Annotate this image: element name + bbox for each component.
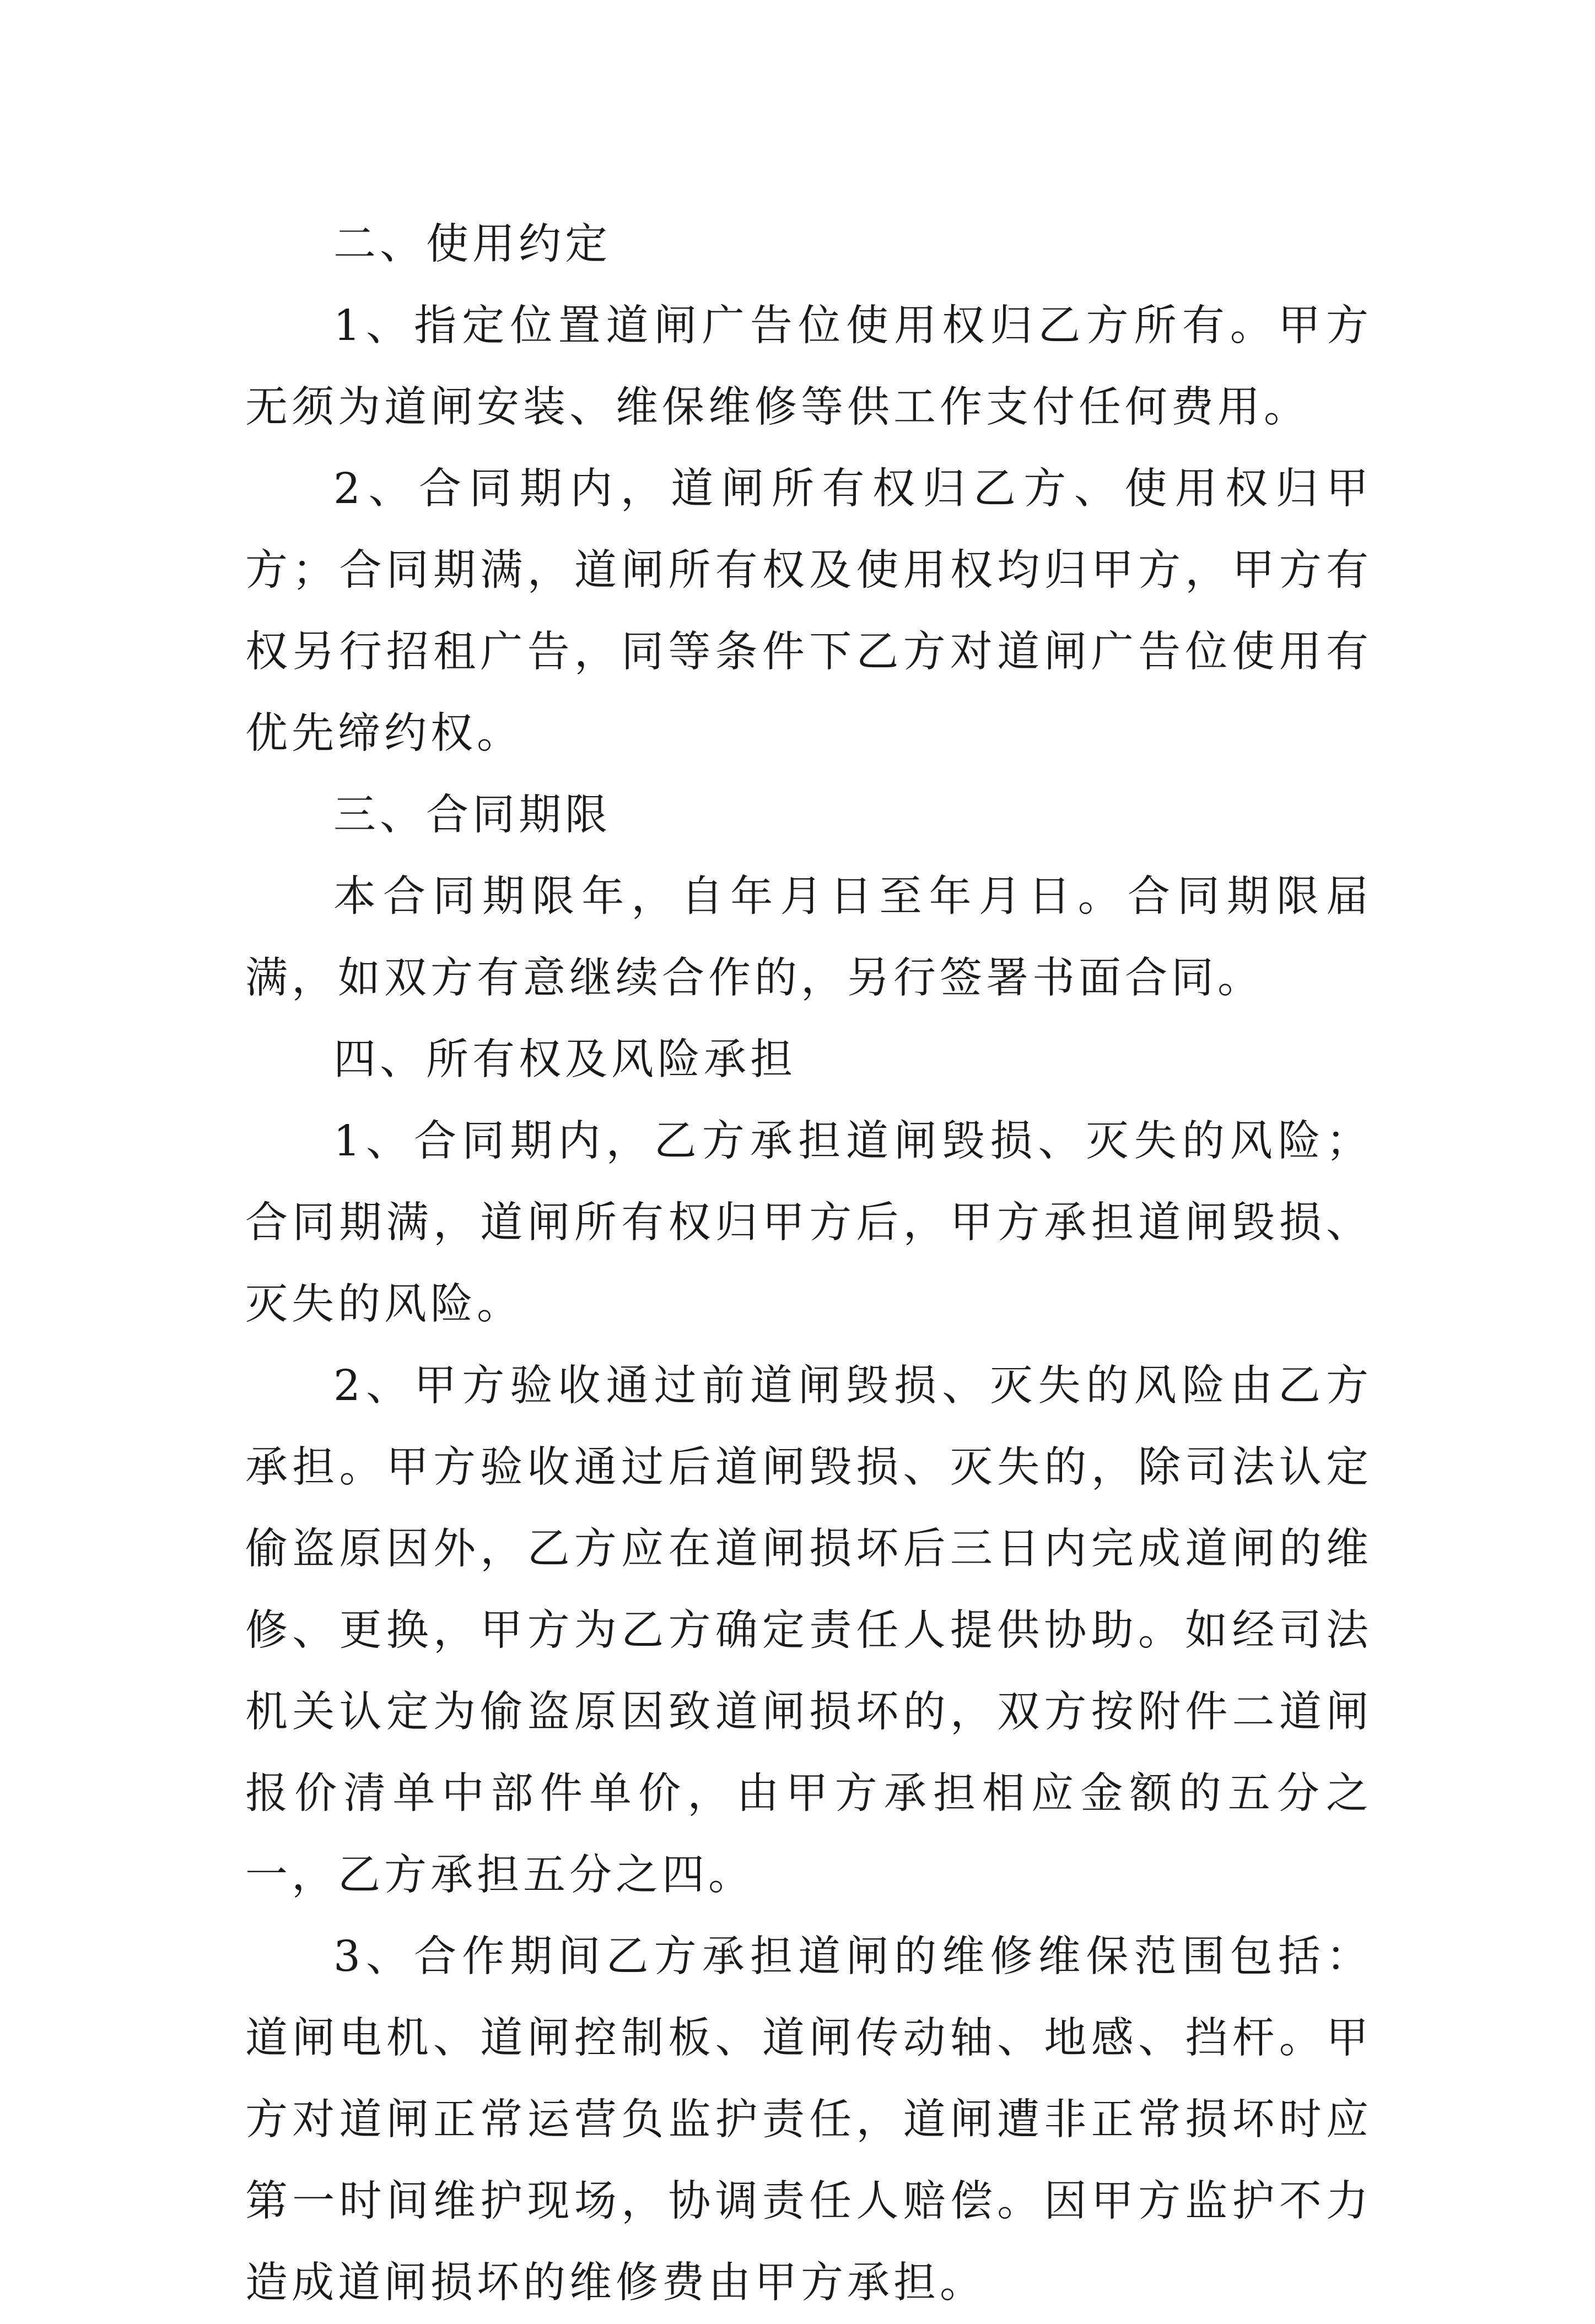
risk-clause-3: 3、合作期间乙方承担道闸的维修维保范围包括：道闸电机、道闸控制板、道闸传动轴、地感、挡杆。甲方对道闸正常运营负监护责任，道闸遭非正常损坏时应第一时间维护现场，协调责任人赔偿。因甲方监护不力造成道闸损坏的维修费由甲方承担。 bbox=[245, 1932, 1372, 2307]
usage-clause-2: 2、合同期内，道闸所有权归乙方、使用权归甲方；合同期满，道闸所有权及使用权均归甲方，甲方有权另行招租广告，同等条件下乙方对道闸广告位使用有优先缔约权。 bbox=[245, 464, 1372, 758]
section-heading-usage: 二、使用约定 bbox=[333, 220, 611, 269]
document-body bbox=[245, 204, 1372, 2324]
risk-clause-1: 1、合同期内，乙方承担道闸毁损、灭失的风险；合同期满，道闸所有权归甲方后，甲方承担道闸毁损、灭失的风险。 bbox=[245, 1117, 1372, 1329]
section-heading-ownership-risk: 四、所有权及风险承担 bbox=[333, 1035, 796, 1084]
risk-clause-2: 2、甲方验收通过前道闸毁损、灭失的风险由乙方承担。甲方验收通过后道闸毁损、灭失的，除司法认定偷盗原因外，乙方应在道闸损坏后三日内完成道闸的维修、更换，甲方为乙方确定责任人提供协助。如经司法机关认定为偷盗原因致道闸损坏的，双方按附件二道闸报价清单中部件单价，由甲方承担相应金额的五分之一，乙方承担五分之四。 bbox=[245, 1361, 1372, 1900]
term-clause: 本合同期限年，自年月日至年月日。合同期限届满，如双方有意继续合作的，另行签署书面合同。 bbox=[245, 872, 1372, 1003]
section-heading-term: 三、合同期限 bbox=[333, 791, 611, 840]
usage-clause-1: 1、指定位置道闸广告位使用权归乙方所有。甲方无须为道闸安装、维保维修等供工作支付任何费用。 bbox=[245, 301, 1372, 432]
